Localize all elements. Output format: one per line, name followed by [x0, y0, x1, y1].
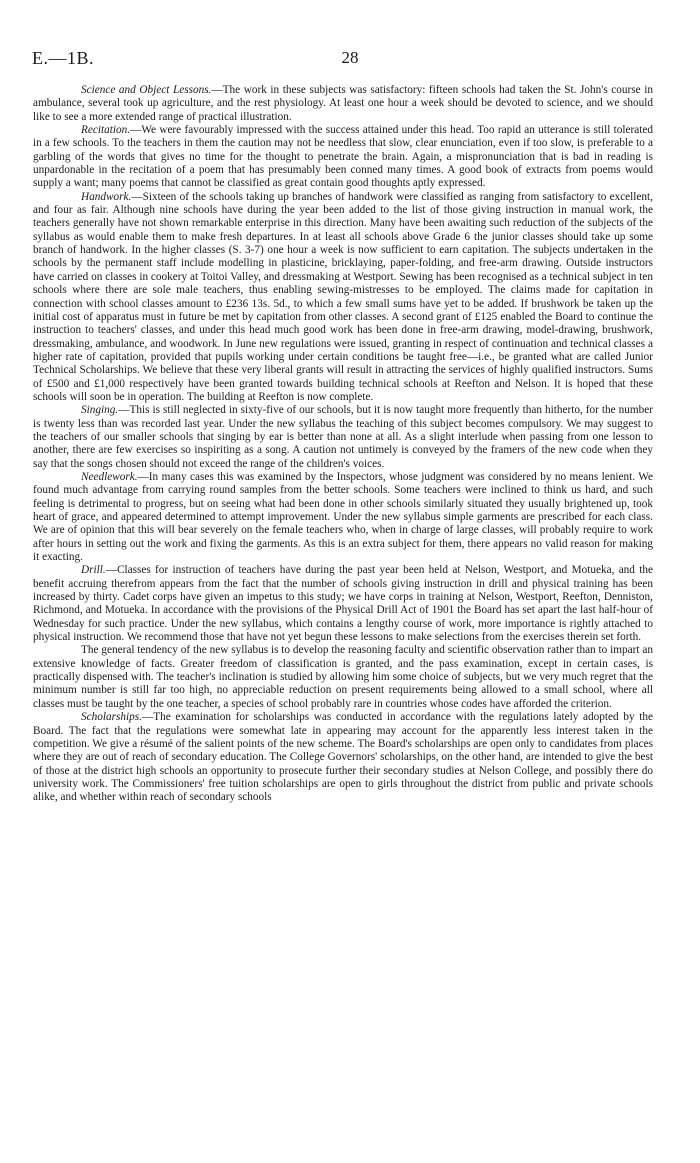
section-heading: Handwork.: [81, 190, 132, 203]
paragraph-text: —The work in these subjects was satisfactory: fifteen schools had taken the St. John's course in ambulance, several took up agriculture, and the rest physiology. At least one hour a week should be devoted to science, and we should like to see a more extended range of practical illustration.: [33, 84, 653, 123]
paragraph-science: [33, 84, 653, 124]
paragraph-text: The general tendency of the new syllabus is to develop the reasoning faculty and scientific observation rather than to impart an extensive knowledge of facts. Greater freedom of classification is granted, and the pass examination, except in certain cases, is practically dispensed with. The teacher's inclination is studied by allowing him some choice of subjects, but we very much regret that the minimum number is still far too high, no appreciable reduction on present requirements being allowed to a small school, where all classes must be taught by the one teacher, a species of school probably rare in countries whose codes have afforded the criterion.: [33, 644, 653, 710]
report-reference: E.—1B.: [32, 48, 95, 68]
paragraph-text: —We were favourably impressed with the success attained under this head. Too rapid an utterance is still tolerated in a few schools. To the teachers in them the caution may not be needless that slow, clear enunciation, even if too slow, is preferable to a garbling of the words that gives no time for the thought to penetrate the brain. Again, a mispronunciation that is bad in reading is unpardonable in the recitation of a poem that has presumably been conned many times. A good book of extracts from poems would supply a want; many poems that cannot be classified as great contain good thoughts aptly expressed.: [33, 124, 653, 190]
paragraph-handwork: [33, 191, 653, 405]
paragraph-drill: [33, 564, 653, 644]
paragraph-text: —This is still neglected in sixty-five of our schools, but it is now taught more frequently than hitherto, for the number is twenty less than was recorded last year. Under the new syllabus the teaching of this subject becomes compulsory. We may suggest to the teachers of our smaller schools that singing by ear is better than none at all. As a slight interlude when passing from one lesson to another, there are few exercises so inspiriting as a song. A caution not untimely is conveyed by the framers of the new code when they say that the songs chosen should not exceed the range of the children's voices.: [33, 404, 653, 470]
paragraph-text: —In many cases this was examined by the Inspectors, whose judgment was considered by no means lenient. We found much advantage from carrying round samples from the better schools. Some teachers were inclined to think us hard, and such feeling is detrimental to progress, but on seeing what had been done in other schools similarly situated they usually brightened up, took heart of grace, and appeared determined to attempt improvement. Under the new syllabus simple garments are prescribed for each class. We are of opinion that this will bear severely on the female teachers who, when in charge of large classes, will probably require to work after hours in setting out the work and fixing the garments. As this is an extra subject for them, there appears no valid reason for making it exacting.: [33, 470, 653, 564]
paragraph-singing: [33, 404, 653, 471]
paragraph-text: —Classes for instruction of teachers have during the past year been held at Nelson, Westport, and Motueka, and the benefit accruing therefrom appears from the fact that the number of schools giving instruction in drill and physical training has been increased by thirty. Cadet corps have given an impetus to this study; we have corps in training at Nelson, Westport, Reefton, Denniston, Richmond, and Motueka. In accordance with the provisions of the Physical Drill Act of 1901 the Board has set apart the last half-hour of Wednesday for such practice. Under the new syllabus, which contains a lengthy course of work, more importance is rightly attached to physical instruction. We recommend those that have not yet begun these lessons to make selections from the exercises therein set forth.: [33, 564, 653, 644]
paragraph-needlework: [33, 471, 653, 564]
section-heading: Scholarships.: [81, 711, 142, 724]
section-heading: Singing.: [81, 404, 119, 417]
paragraph-recitation: [33, 124, 653, 191]
paragraph-scholarships: [33, 711, 653, 804]
report-body: [33, 84, 653, 805]
page-number: 28: [341, 48, 359, 67]
paragraph-text: —Sixteen of the schools taking up branches of handwork were classified as ranging from satisfactory to excellent, and four as fair. Although nine schools have during the year been added to the list of those giving instruction in manual work, the teachers generally have not shown remarkable enterprise in this direction. Many have been awaiting such reduction of the subjects of the syllabus as would enable them to make fresh departures. In at least all schools above Grade 6 the junior classes should take up some branch of handwork. In the higher classes (S. 3-7) one hour a week is now sufficient to earn capitation. The subjects undertaken in the schools by the permanent staff include modelling in plasticine, bricklaying, paper-folding, and free-arm drawing. Outside instructors have carried on classes in cookery at Toitoi Valley, and dressmaking at Westport. Sewing has been recognised as a technical subject in ten schools where there are sole male teachers, thus enabling sewing-mistresses to be employed. The claims made for capitation in connection with school classes amount to £236 13s. 5d., to which a few small sums have yet to be added. If brushwork be taken up the initial cost of apparatus must in future be met by capitation from other classes. A second grant of £125 enabled the Board to continue the instruction to teachers' classes, and under this head much good work has been done in free-arm drawing, model-drawing, brushwork, dressmaking, ambulance, and woodwork. In June new regulations were issued, granting in respect of continuation and technical classes a higher rate of capitation, provided that pupils working under certain conditions be taught free—i.e., be granted what are called Junior Technical Scholarships. We believe that these very liberal grants will result in attracting the services of highly qualified instructors. Sums of £500 and £1,000 respectively have been granted towards building technical schools at Reefton and Nelson. It is hoped that these schools will soon be in operation. The building at Reefton is now complete.: [33, 190, 653, 403]
section-heading: Drill.: [81, 564, 106, 577]
section-heading: Science and Object Lessons.: [81, 84, 212, 96]
page-header: [32, 48, 668, 70]
section-heading: Needlework.: [81, 470, 138, 483]
paragraph-general-syllabus: [33, 644, 653, 711]
paragraph-text: —The examination for scholarships was conducted in accordance with the regulations lately adopted by the Board. The fact that the regulations were somewhat late in appearing may account for the apparently less interest taken in the competition. We give a résumé of the salient points of the new scheme. The Board's scholarships are open only to candidates from places where they are out of reach of secondary education. The College Governors' scholarships, on the other hand, are intended to give the best of those at the district high schools an opportunity to prosecute further their secondary studies at Nelson College, and possibly there do university work. The Commissioners' free tuition scholarships are open to girls throughout the district from public and private schools alike, and whether within reach of secondary schools: [33, 711, 653, 804]
section-heading: Recitation.: [81, 124, 131, 137]
